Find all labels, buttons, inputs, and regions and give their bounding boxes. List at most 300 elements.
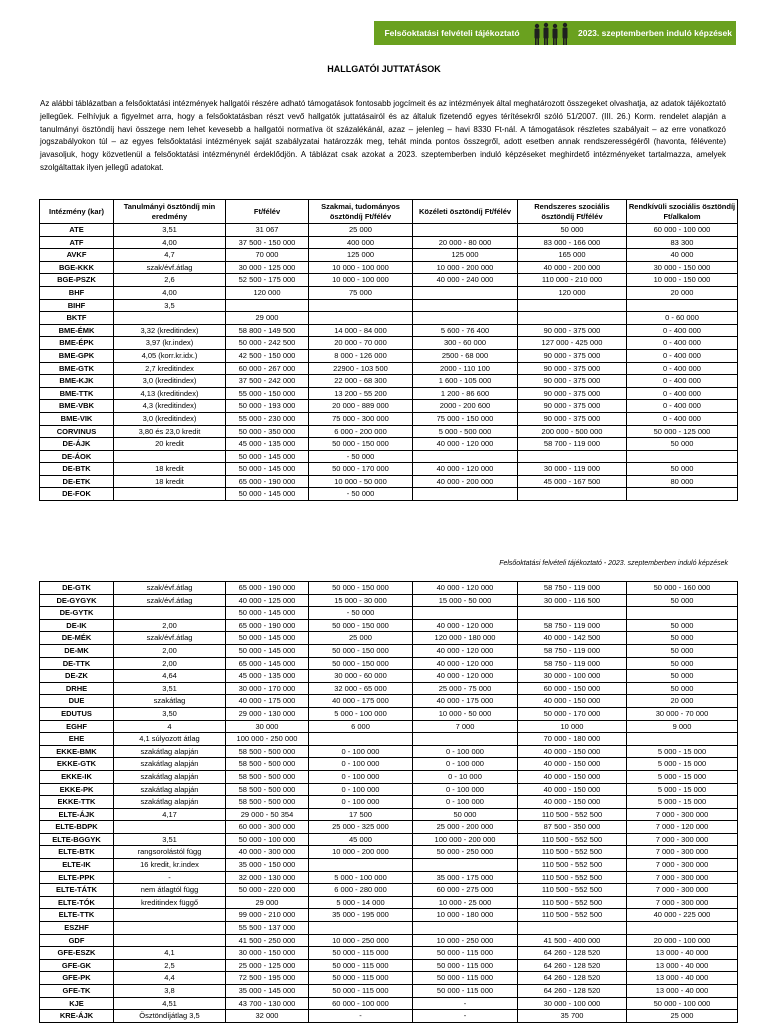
table-cell [413,312,518,325]
table-cell: 64 260 - 128 520 [518,985,627,998]
table-cell [627,299,738,312]
institution-cell: ELTE-ÁJK [40,808,114,821]
page-title: HALLGATÓI JUTTATÁSOK [327,64,441,74]
table-cell: 13 000 - 40 000 [627,947,738,960]
table-cell: 50 000 - 115 000 [413,959,518,972]
table-cell [309,922,413,935]
table-cell: 5 000 - 14 000 [309,896,413,909]
table-row [40,299,738,312]
table-cell: 4,13 (kreditindex) [114,387,226,400]
table-cell: 30 000 - 150 000 [226,947,309,960]
table-cell: 7 000 - 300 000 [627,871,738,884]
institution-cell: KRE-ÁJK [40,1010,114,1023]
table-row [40,972,738,985]
table-cell: 90 000 - 375 000 [518,375,627,388]
table-cell: szakátlag alapján [114,796,226,809]
table-cell: 90 000 - 375 000 [518,400,627,413]
institution-cell: ELTE-TÁTK [40,884,114,897]
table-cell: 50 000 [413,808,518,821]
table-cell: 2,5 [114,959,226,972]
institution-cell: EKKE-IK [40,770,114,783]
table-cell: 60 000 - 150 000 [518,682,627,695]
table-cell: 30 000 - 125 000 [226,261,309,274]
institution-cell: ELTE-TTK [40,909,114,922]
institution-cell: DRHE [40,682,114,695]
institution-cell: DE-ÁOK [40,450,114,463]
table-cell: 0 - 100 000 [309,745,413,758]
table-cell: - 50 000 [309,607,413,620]
table-cell: 200 000 - 500 000 [518,425,627,438]
col-header-extraordinary-social: Rendkívüli szociális ösztöndíj Ft/alkalom [627,200,738,224]
table-cell: 58 500 - 500 000 [226,758,309,771]
table-row [40,337,738,350]
table-cell: 50 000 - 115 000 [309,972,413,985]
institution-cell: GDF [40,934,114,947]
table-cell: 60 000 - 100 000 [309,997,413,1010]
table-cell: 58 750 - 119 000 [518,582,627,595]
table-cell: 4,17 [114,808,226,821]
table-row [40,632,738,645]
table-cell: 60 000 - 100 000 [627,224,738,237]
table-cell [518,299,627,312]
table-cell: 58 700 - 119 000 [518,438,627,451]
table-cell: 30 000 - 119 000 [518,463,627,476]
table-cell: 50 000 - 350 000 [226,425,309,438]
table-cell: 83 300 [627,236,738,249]
table-cell: - [413,1010,518,1023]
table-cell: 50 000 [518,224,627,237]
table-cell: 22900 - 103 500 [309,362,413,375]
table-cell: 50 000 [627,463,738,476]
table-cell: 50 000 [627,619,738,632]
table-cell: 10 000 - 250 000 [309,934,413,947]
institution-cell: GFE-GK [40,959,114,972]
table-cell [627,733,738,746]
table-cell: 30 000 - 60 000 [309,670,413,683]
table-row [40,463,738,476]
table-cell: 55 000 - 230 000 [226,412,309,425]
table-cell: 50 000 - 193 000 [226,400,309,413]
col-header-professional: Szakmai, tudományos ösztöndíj Ft/félév [309,200,413,224]
table-cell: 4,00 [114,236,226,249]
footer-text: Felsőoktatási felvételi tájékoztató - 2023. szeptemberben induló képzések [499,560,728,567]
table-cell: 64 260 - 128 520 [518,947,627,960]
table-cell: 35 000 - 150 000 [226,859,309,872]
table-cell [413,286,518,299]
table-cell: 5 600 - 76 400 [413,324,518,337]
table-cell: 0 - 10 000 [413,770,518,783]
table-cell: 4,4 [114,972,226,985]
institution-cell: EGHF [40,720,114,733]
table-cell: 65 000 - 190 000 [226,475,309,488]
table-cell: - 50 000 [309,450,413,463]
table-cell [309,312,413,325]
table-cell: 17 500 [309,808,413,821]
table-cell: 18 kredit [114,475,226,488]
institution-cell: BKTF [40,312,114,325]
institution-cell: EKKE-BMK [40,745,114,758]
table-cell: 50 000 - 145 000 [226,488,309,501]
table-row [40,758,738,771]
table-cell [309,733,413,746]
institution-cell: GFE-PK [40,972,114,985]
table-row [40,985,738,998]
table-cell: 43 700 - 130 000 [226,997,309,1010]
table-cell: 16 kredit, kr.index [114,859,226,872]
table-cell: szakátlag [114,695,226,708]
table-cell: 58 750 - 119 000 [518,644,627,657]
table-cell: nem átlagtól függ [114,884,226,897]
table-cell: 6 000 [309,720,413,733]
institution-cell: EDUTUS [40,707,114,720]
table-cell: 72 500 - 195 000 [226,972,309,985]
table-cell: szak/évf.átlag [114,632,226,645]
table-cell: 3,97 (kr.index) [114,337,226,350]
institution-cell: ELTE-IK [40,859,114,872]
table-cell: 100 000 - 250 000 [226,733,309,746]
benefits-table-1 [39,199,738,501]
table-cell [627,488,738,501]
institution-cell: DE-TTK [40,657,114,670]
table-cell: 5 000 - 500 000 [413,425,518,438]
table-cell: 4,64 [114,670,226,683]
table-cell: 22 000 - 68 300 [309,375,413,388]
table-cell: 2000 - 200 600 [413,400,518,413]
table-cell [114,488,226,501]
table-cell [114,450,226,463]
institution-cell: DE-FOK [40,488,114,501]
table-row [40,286,738,299]
table-row [40,594,738,607]
table-row [40,959,738,972]
table-cell: 50 000 - 145 000 [226,450,309,463]
table-row [40,896,738,909]
table-cell: - [413,997,518,1010]
table-cell: 50 000 - 242 500 [226,337,309,350]
table-row [40,707,738,720]
table-cell: 90 000 - 375 000 [518,387,627,400]
table-cell: 0 - 400 000 [627,362,738,375]
table-cell: 0 - 400 000 [627,400,738,413]
table-cell: 10 000 - 50 000 [309,475,413,488]
table-cell: 25 000 [309,224,413,237]
institution-cell: BGE-KKK [40,261,114,274]
table-cell: 70 000 [226,249,309,262]
table-cell: 90 000 - 375 000 [518,362,627,375]
table-cell: 4,51 [114,997,226,1010]
table-cell: 125 000 [413,249,518,262]
institution-cell: DE-GYGYK [40,594,114,607]
table-row [40,833,738,846]
table-cell [413,299,518,312]
table-row [40,375,738,388]
col-header-institution: Intézmény (kar) [40,200,114,224]
table-cell: 65 000 - 190 000 [226,582,309,595]
table-row [40,808,738,821]
table-row [40,475,738,488]
table-cell: 110 500 - 552 500 [518,808,627,821]
table-cell: 50 000 - 145 000 [226,463,309,476]
table-cell: 50 000 - 125 000 [627,425,738,438]
institution-cell: BME-VIK [40,412,114,425]
table-cell: 58 500 - 500 000 [226,796,309,809]
table-cell: 6 000 - 200 000 [309,425,413,438]
table-cell: 50 000 - 145 000 [226,632,309,645]
table-cell: 2,7 kreditindex [114,362,226,375]
table-cell: 50 000 - 150 000 [309,657,413,670]
table-row [40,236,738,249]
table-cell: 100 000 - 200 000 [413,833,518,846]
table-cell: 65 000 - 190 000 [226,619,309,632]
table-cell: 0 - 100 000 [309,796,413,809]
table-cell: 300 - 60 000 [413,337,518,350]
table-cell: 50 000 [627,594,738,607]
table-cell: 40 000 - 240 000 [413,274,518,287]
institution-cell: ELTE-PPK [40,871,114,884]
table-cell: 25 000 - 75 000 [413,682,518,695]
table-cell: 0 - 400 000 [627,412,738,425]
table-cell: 50 000 - 150 000 [309,582,413,595]
table-cell: 50 000 - 100 000 [226,833,309,846]
header-banner [374,21,736,45]
table-cell: 45 000 [309,833,413,846]
institution-cell: ATF [40,236,114,249]
table-cell: 30 000 - 100 000 [518,997,627,1010]
table-cell [518,922,627,935]
table-cell: 40 000 - 200 000 [518,261,627,274]
table-cell: 7 000 - 300 000 [627,833,738,846]
table-cell: 80 000 [627,475,738,488]
table-cell: 0 - 400 000 [627,375,738,388]
table-cell: 3,51 [114,224,226,237]
table-cell: 37 500 - 150 000 [226,236,309,249]
table-cell: 41 500 - 250 000 [226,934,309,947]
table-row [40,783,738,796]
banner-left-text: Felsőoktatási felvételi tájékoztató [384,28,520,38]
table-cell: 25 000 - 200 000 [413,821,518,834]
table-cell: 25 000 - 125 000 [226,959,309,972]
table-row [40,909,738,922]
table-cell: 5 000 - 15 000 [627,783,738,796]
table-cell: 2500 - 68 000 [413,349,518,362]
table-row [40,884,738,897]
institution-cell: EKKE-GTK [40,758,114,771]
table-cell: 50 000 [627,632,738,645]
table-cell: 50 000 [627,657,738,670]
table-cell: 50 000 [627,670,738,683]
table-cell: 0 - 400 000 [627,324,738,337]
table-cell: 75 000 [309,286,413,299]
table-cell: 7 000 - 300 000 [627,884,738,897]
banner-right-text: 2023. szeptemberben induló képzések [577,28,732,38]
table-row [40,249,738,262]
table-cell: 0 - 400 000 [627,337,738,350]
table-cell: 10 000 - 200 000 [309,846,413,859]
table-cell [114,312,226,325]
table-cell: 90 000 - 375 000 [518,324,627,337]
institution-cell: BME-KJK [40,375,114,388]
table-cell: 15 000 - 30 000 [309,594,413,607]
table-cell: 3,0 (kreditindex) [114,412,226,425]
institution-cell: BGE-PSZK [40,274,114,287]
table-row [40,695,738,708]
table-cell: szak/évf.átlag [114,582,226,595]
table-cell: 50 000 - 115 000 [309,985,413,998]
table-cell: 52 500 - 175 000 [226,274,309,287]
table-cell: 7 000 - 300 000 [627,896,738,909]
table-cell: 65 000 - 145 000 [226,657,309,670]
table-cell: 0 - 100 000 [413,758,518,771]
table-cell: 50 000 [627,644,738,657]
table-cell: 120 000 [226,286,309,299]
table-cell: 18 kredit [114,463,226,476]
table-row [40,607,738,620]
table-cell: 5 000 - 15 000 [627,745,738,758]
institution-cell: ELTE-TÓK [40,896,114,909]
table-cell: 7 000 [413,720,518,733]
institution-cell: DE-BTK [40,463,114,476]
table-cell: szak/évf.átlag [114,261,226,274]
institution-cell: KJE [40,997,114,1010]
table-cell: 64 260 - 128 520 [518,959,627,972]
table-cell: 30 000 - 170 000 [226,682,309,695]
table-row [40,438,738,451]
table-row [40,657,738,670]
table-cell: 110 500 - 552 500 [518,909,627,922]
table-header-row [40,200,738,224]
table-cell: 40 000 - 300 000 [226,846,309,859]
table-cell: 75 000 - 150 000 [413,412,518,425]
table-cell: 40 000 - 150 000 [518,758,627,771]
table-cell: 50 000 [627,682,738,695]
table-cell: 8 000 - 126 000 [309,349,413,362]
table-cell: 40 000 - 120 000 [413,582,518,595]
table-cell: kreditindex függő [114,896,226,909]
institution-cell: DE-ÁJK [40,438,114,451]
table-cell [114,922,226,935]
col-header-ft-semester: Ft/félév [226,200,309,224]
institution-cell: ELTE-BGGYK [40,833,114,846]
table-cell [413,922,518,935]
institution-cell: CORVINUS [40,425,114,438]
table-cell: 29 000 - 50 354 [226,808,309,821]
table-cell: 50 000 - 160 000 [627,582,738,595]
table-cell: 1 600 - 105 000 [413,375,518,388]
table-cell: 10 000 - 200 000 [413,261,518,274]
table-row [40,488,738,501]
people-figures-icon [530,21,574,45]
table-cell: 40 000 - 150 000 [518,745,627,758]
table-cell: 10 000 - 150 000 [627,274,738,287]
table-cell: 37 500 - 242 000 [226,375,309,388]
table-cell: 40 000 - 150 000 [518,783,627,796]
table-cell: 20 000 - 889 000 [309,400,413,413]
table-cell [413,224,518,237]
table-cell: 32 000 [226,1010,309,1023]
table-row [40,425,738,438]
table-row [40,644,738,657]
table-cell: 25 000 - 325 000 [309,821,413,834]
table-cell: 5 000 - 15 000 [627,770,738,783]
table-cell: 13 000 - 40 000 [627,985,738,998]
table-cell [226,299,309,312]
table-cell: 31 067 [226,224,309,237]
table-cell [309,299,413,312]
table-cell [518,607,627,620]
table-cell: 45 000 - 167 500 [518,475,627,488]
table-cell: 25 000 [627,1010,738,1023]
table-cell: 40 000 - 225 000 [627,909,738,922]
table-cell: 3,51 [114,833,226,846]
table-cell: 55 000 - 150 000 [226,387,309,400]
institution-cell: BME-TTK [40,387,114,400]
table-cell: 3,51 [114,682,226,695]
table-row [40,947,738,960]
table-row [40,733,738,746]
table-cell [518,488,627,501]
table-cell: 20 000 [627,286,738,299]
table-cell: 7 000 - 300 000 [627,859,738,872]
table-cell: 3,80 és 23,0 kredit [114,425,226,438]
table-cell: 7 000 - 300 000 [627,846,738,859]
table-cell: 120 000 [518,286,627,299]
table-row [40,859,738,872]
table-cell: 50 000 - 145 000 [226,644,309,657]
table-cell [114,909,226,922]
table-cell: 0 - 400 000 [627,349,738,362]
table-cell [627,922,738,935]
table-cell [309,859,413,872]
table-cell: 2,6 [114,274,226,287]
institution-cell: BME-GPK [40,349,114,362]
table-cell: 0 - 60 000 [627,312,738,325]
table-cell: 6 000 - 280 000 [309,884,413,897]
table-cell: 58 750 - 119 000 [518,657,627,670]
table-row [40,682,738,695]
table-row [40,846,738,859]
table-cell: 4 [114,720,226,733]
table-row [40,796,738,809]
table-cell: 40 000 [627,249,738,262]
table-cell: 2,00 [114,619,226,632]
table-row [40,400,738,413]
table-cell: 50 000 - 170 000 [518,707,627,720]
table-cell: 50 000 - 115 000 [413,985,518,998]
table-cell: 50 000 - 115 000 [413,947,518,960]
table-cell: 13 200 - 55 200 [309,387,413,400]
table-cell: 110 500 - 552 500 [518,884,627,897]
table-cell: 50 000 - 220 000 [226,884,309,897]
institution-cell: DE-ETK [40,475,114,488]
institution-cell: BME-GTK [40,362,114,375]
table-cell: 10 000 - 250 000 [413,934,518,947]
institution-cell: DE-GYTK [40,607,114,620]
table-cell: 60 000 - 267 000 [226,362,309,375]
table-cell: 40 000 - 120 000 [413,438,518,451]
table-row [40,261,738,274]
table-cell: 7 000 - 120 000 [627,821,738,834]
table-cell [114,607,226,620]
table-row [40,312,738,325]
institution-cell: EHE [40,733,114,746]
institution-cell: EKKE-PK [40,783,114,796]
col-header-study-min: Tanulmányi ösztöndíj min eredmény [114,200,226,224]
institution-cell: GFE-TK [40,985,114,998]
table-cell [518,312,627,325]
table-cell: 13 000 - 40 000 [627,959,738,972]
table-cell: 90 000 - 375 000 [518,349,627,362]
table-cell: 35 700 [518,1010,627,1023]
